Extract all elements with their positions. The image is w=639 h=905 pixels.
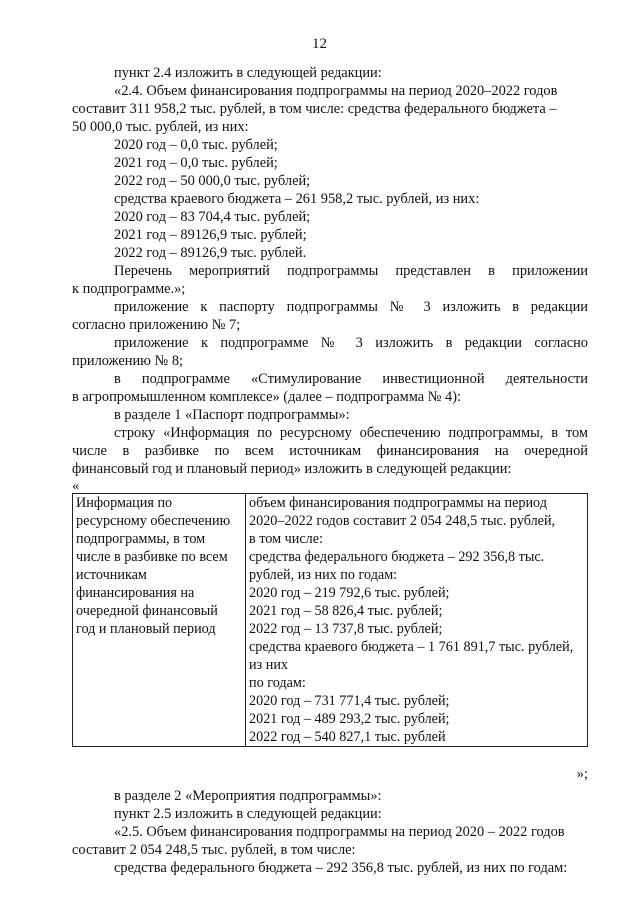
cell-line: 2021 год – 489 293,2 тыс. рублей; <box>249 711 450 727</box>
cell-line: из них <box>249 657 289 673</box>
paragraph-line: 50 000,0 тыс. рублей, из них: <box>72 119 249 135</box>
paragraph-line: 2021 год – 0,0 тыс. рублей; <box>114 155 278 171</box>
paragraph-line: приложению № 8; <box>72 353 184 369</box>
document-body <box>72 64 588 877</box>
funding-table <box>72 493 588 747</box>
paragraph-line: 2021 год – 89126,9 тыс. рублей; <box>114 227 307 243</box>
paragraph-line: в подпрограмме «Стимулирование инвестиционной деятельности <box>114 371 588 387</box>
paragraph-line: средства краевого бюджета – 261 958,2 тыс. рублей, из них: <box>114 191 480 207</box>
paragraph-line: 2022 год – 50 000,0 тыс. рублей; <box>114 173 311 189</box>
cell-line: финансирования на <box>76 585 195 601</box>
page-number: 12 <box>312 36 327 52</box>
closing-quote: »; <box>576 766 588 782</box>
paragraph-line: составит 2 054 248,5 тыс. рублей, в том числе: <box>72 842 356 858</box>
cell-line: подпрограммы, в том <box>76 531 206 547</box>
paragraph-line: к подпрограмме.»; <box>72 281 186 297</box>
table-cell-value <box>246 494 588 747</box>
paragraph-line: в агропромышленном комплексе» (далее – подпрограмма № 4): <box>72 389 462 405</box>
cell-line: рублей, из них по годам: <box>249 567 398 583</box>
cell-line: средства краевого бюджета – 1 761 891,7 тыс. рублей, <box>249 639 574 655</box>
cell-line: очередной финансовый <box>76 603 218 619</box>
cell-line: источникам <box>76 567 147 583</box>
paragraph-line: «2.4. Объем финансирования подпрограммы на период 2020–2022 годов <box>114 83 558 99</box>
paragraph-line: финансовый год и плановый период» изложить в следующей редакции: <box>72 461 512 477</box>
cell-line: ресурсному обеспечению <box>76 513 231 529</box>
cell-line: Информация по <box>76 495 173 511</box>
cell-line: в том числе: <box>249 531 323 547</box>
paragraph-line: согласно приложению № 7; <box>72 317 241 333</box>
table-cell-label <box>73 494 246 747</box>
paragraph-line: пункт 2.4 изложить в следующей редакции: <box>114 65 382 81</box>
cell-line: по годам: <box>249 675 306 691</box>
paragraph-line: 2022 год – 89126,9 тыс. рублей. <box>114 245 307 261</box>
paragraph-line: «2.5. Объем финансирования подпрограммы на период 2020 – 2022 годов <box>114 824 565 840</box>
paragraph-line: пункт 2.5 изложить в следующей редакции: <box>114 806 382 822</box>
table-row <box>73 494 588 747</box>
cell-line: 2020 год – 219 792,6 тыс. рублей; <box>249 585 450 601</box>
cell-line: год и плановый период <box>76 621 216 637</box>
cell-line: средства федерального бюджета – 292 356,8 тыс. <box>249 549 545 565</box>
paragraph-line: строку «Информация по ресурсному обеспечению подпрограммы, в том <box>114 425 588 441</box>
cell-line: объем финансирования подпрограммы на период <box>249 495 547 511</box>
paragraph-line: 2020 год – 83 704,4 тыс. рублей; <box>114 209 311 225</box>
paragraph-line: в разделе 1 «Паспорт подпрограммы»: <box>114 407 350 423</box>
paragraph-line: составит 311 958,2 тыс. рублей, в том числе: средства федерального бюджета – <box>72 101 557 117</box>
cell-line: числе в разбивке по всем <box>76 549 228 565</box>
cell-line: 2020 год – 731 771,4 тыс. рублей; <box>249 693 450 709</box>
cell-line: 2022 год – 13 737,8 тыс. рублей; <box>249 621 443 637</box>
paragraph-line: приложение к подпрограмме № 3 изложить в редакции согласно <box>114 335 588 351</box>
paragraph-line: Перечень мероприятий подпрограммы представлен в приложении <box>114 263 588 279</box>
cell-line: 2021 год – 58 826,4 тыс. рублей; <box>249 603 443 619</box>
paragraph-line: числе в разбивке по всем источникам финансирования на очередной <box>72 443 588 459</box>
cell-line: 2022 год – 540 827,1 тыс. рублей <box>249 729 446 745</box>
opening-quote: « <box>72 478 80 494</box>
paragraph-line: средства федерального бюджета – 292 356,8 тыс. рублей, из них по годам: <box>114 860 568 876</box>
paragraph-line: в разделе 2 «Мероприятия подпрограммы»: <box>114 788 382 804</box>
paragraph-line: приложение к паспорту подпрограммы № 3 изложить в редакции <box>114 299 588 315</box>
bottom-section <box>72 787 588 877</box>
paragraph-line: 2020 год – 0,0 тыс. рублей; <box>114 137 278 153</box>
cell-line: 2020–2022 годов составит 2 054 248,5 тыс. рублей, <box>249 513 556 529</box>
